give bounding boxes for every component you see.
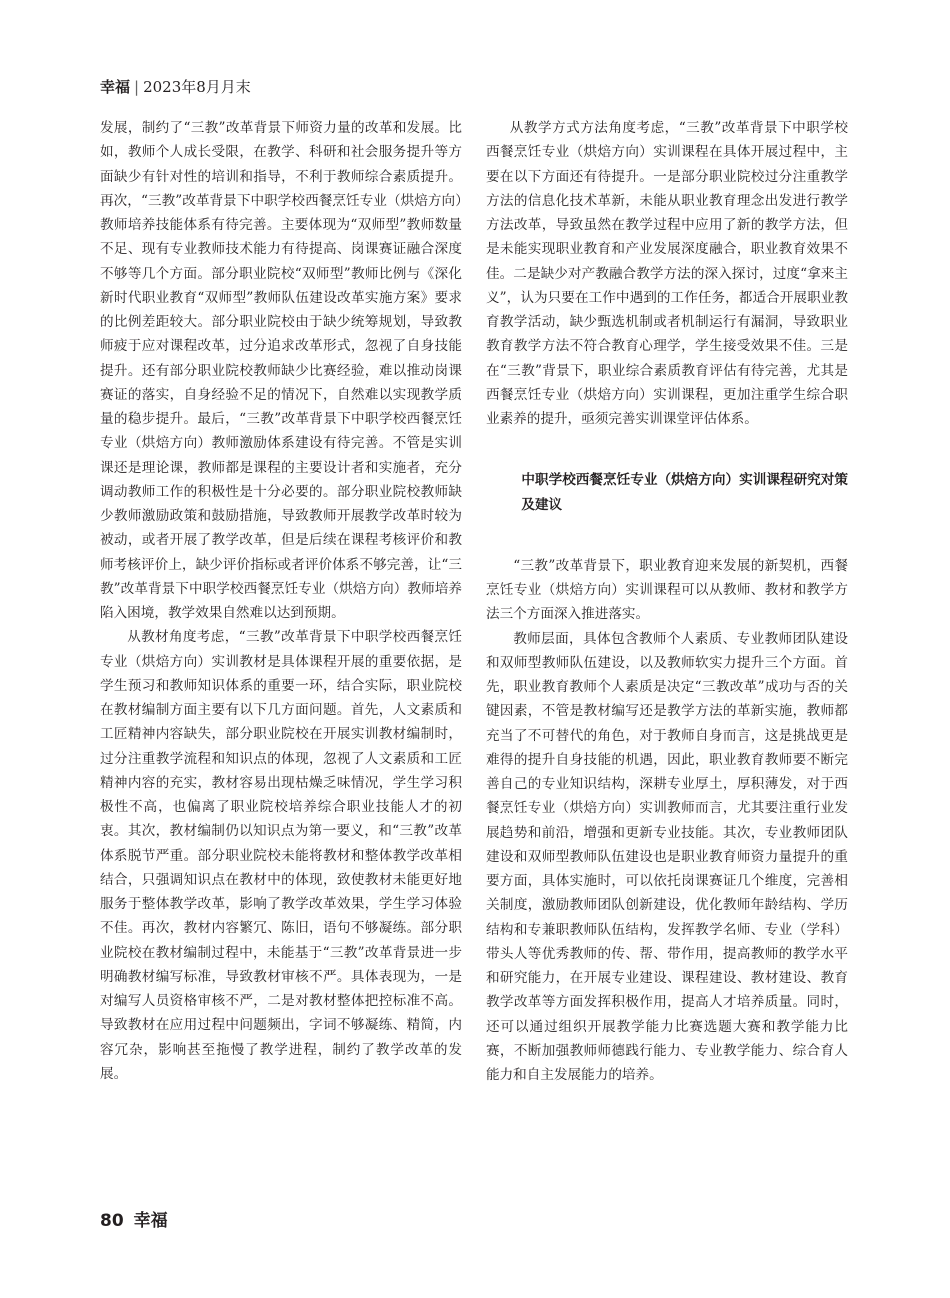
right-paragraph-2: “三教”改革背景下，职业教育迎来发展的新契机，西餐烹饪专业（烘焙方向）实训课程可以从教师、教材和教学方法三个方面深入推进落实。 — [486, 557, 848, 623]
right-column — [486, 116, 848, 1087]
footer-magazine-name: 幸福 — [133, 1211, 168, 1231]
left-paragraph-2: 从教材角度考虑，“三教”改革背景下中职学校西餐烹饪专业（烘焙方向）实训教材是具体课程开展的重要依据，是学生预习和教师知识体系的重要一环，结合实际，职业院校在教材编制方面主要有以下几方面问题。首先，人文素质和工匠精神内容缺失，部分职业院校在开展实训教材编制时，过分注重教学流程和知识点的体现，忽视了人文素质和工匠精神内容的充实，教材容易出现枯燥乏味情况，学生学习积极性不高，也偏离了职业院校培养综合职业技能人才的初衷。其次，教材编制仍以知识点为第一要义，和“三教”改革体系脱节严重。部分职业院校未能将教材和整体教学改革相结合，只强调知识点在教材中的体现，致使教材未能更好地服务于整体教学改革，影响了教学改革效果，学生学习体验不佳。再次，教材内容繁冗、陈旧，语句不够凝练。部分职业院校在教材编制过程中，未能基于“三教”改革背景进一步明确教材编写标准，导致教材审核不严。具体表现为，一是对编写人员资格审核不严，二是对教材整体把控标准不高。导致教材在应用过程中问题频出，字词不够凝练、精简，内容冗杂，影响甚至拖慢了教学进程，制约了教学改革的发展。 — [100, 629, 462, 1082]
header-issue-date: 2023年8月月末 — [143, 78, 251, 96]
section-heading: 中职学校西餐烹饪专业（烘焙方向）实训课程研究对策及建议 — [521, 472, 848, 513]
page-number: 80 — [100, 1211, 124, 1231]
left-paragraph-1: 发展，制约了“三教”改革背景下师资力量的改革和发展。比如，教师个人成长受限，在教学、科研和社会服务提升等方面缺少有针对性的培训和指导，不利于教师综合素质提升。再次，“三教”改革背景下中职学校西餐烹饪专业（烘焙方向）教师培养技能体系有待完善。主要体现为“双师型”教师数量不足、现有专业教师技术能力有待提高、岗课赛证融合深度不够等几个方面。部分职业院校“双师型”教师比例与《深化新时代职业教育“双师型”教师队伍建设改革实施方案》要求的比例差距较大。部分职业院校由于缺少统筹规划，导致教师疲于应对课程改革，过分追求改革形式，忽视了自身技能提升。还有部分职业院校教师缺少比赛经验，难以推动岗课赛证的落实，自身经验不足的情况下，自然难以实现教学质量的稳步提升。最后，“三教”改革背景下中职学校西餐烹饪专业（烘焙方向）教师激励体系建设有待完善。不管是实训课还是理论课，教师都是课程的主要设计者和实施者，充分调动教师工作的积极性是十分必要的。部分职业院校教师缺少教师激励政策和鼓励措施，导致教师开展教学改革时较为被动，或者开展了教学改革，但是后续在课程考核评价和教师考核评价上，缺少评价指标或者评价体系不够完善，让“三教”改革背景下中职学校西餐烹饪专业（烘焙方向）教师培养陷入困境，教学效果自然难以达到预期。 — [100, 120, 462, 621]
running-header — [100, 76, 251, 97]
left-column — [100, 116, 462, 1086]
header-separator: | — [134, 78, 140, 96]
page-footer — [100, 1206, 168, 1231]
right-paragraph-1: 从教学方式方法角度考虑，“三教”改革背景下中职学校西餐烹饪专业（烘焙方向）实训课程在具体开展过程中，主要在以下方面还有待提升。一是部分职业院校过分注重教学方法的信息化技术革新，未能从职业教育理念出发进行教学方法改革，导致虽然在教学过程中应用了新的教学方法，但是未能实现职业教育和产业发展深度融合，职业教育效果不佳。二是缺少对产教融合教学方法的深入探讨，过度“拿来主义”，认为只要在工作中遇到的工作任务，都适合开展职业教育教学活动，缺少甄选机制或者机制运行有漏洞，导致职业教育教学方法不符合教育心理学，学生接受效果不佳。三是在“三教”背景下，职业综合素质教育评估有待完善，尤其是西餐烹饪专业（烘焙方向）实训课程，更加注重学生综合职业素养的提升，亟须完善实训课堂评估体系。 — [486, 120, 848, 427]
right-paragraph-3: 教师层面，具体包含教师个人素质、专业教师团队建设和双师型教师队伍建设，以及教师软实力提升三个方面。首先，职业教育教师个人素质是决定“三教改革”成功与否的关键因素，不管是教材编写还是教学方法的革新实施，教师都充当了不可替代的角色，对于教师自身而言，这是挑战更是难得的提升自身技能的机遇，因此，职业教育教师要不断完善自己的专业知识结构，深耕专业厚土，厚积薄发，对于西餐烹饪专业（烘焙方向）实训教师而言，尤其要注重行业发展趋势和前沿，增强和更新专业技能。其次，专业教师团队建设和双师型教师队伍建设也是职业教育师资力量提升的重要方面，具体实施时，可以依托岗课赛证几个维度，完善相关制度，激励教师团队创新建设，优化教师年龄结构、学历结构和专兼职教师队伍结构，发挥教学名师、专业（学科）带头人等优秀教师的传、帮、带作用，提高教师的教学水平和研究能力，在开展专业建设、课程建设、教材建设、教育教学改革等方面发挥积极作用，提高人才培养质量。同时，还可以通过组织开展教学能力比赛选题大赛和教学能力比赛，不断加强教师师德践行能力、专业教学能力、综合育人能力和自主发展能力的培养。 — [486, 630, 848, 1083]
header-magazine-name: 幸福 — [100, 78, 131, 96]
